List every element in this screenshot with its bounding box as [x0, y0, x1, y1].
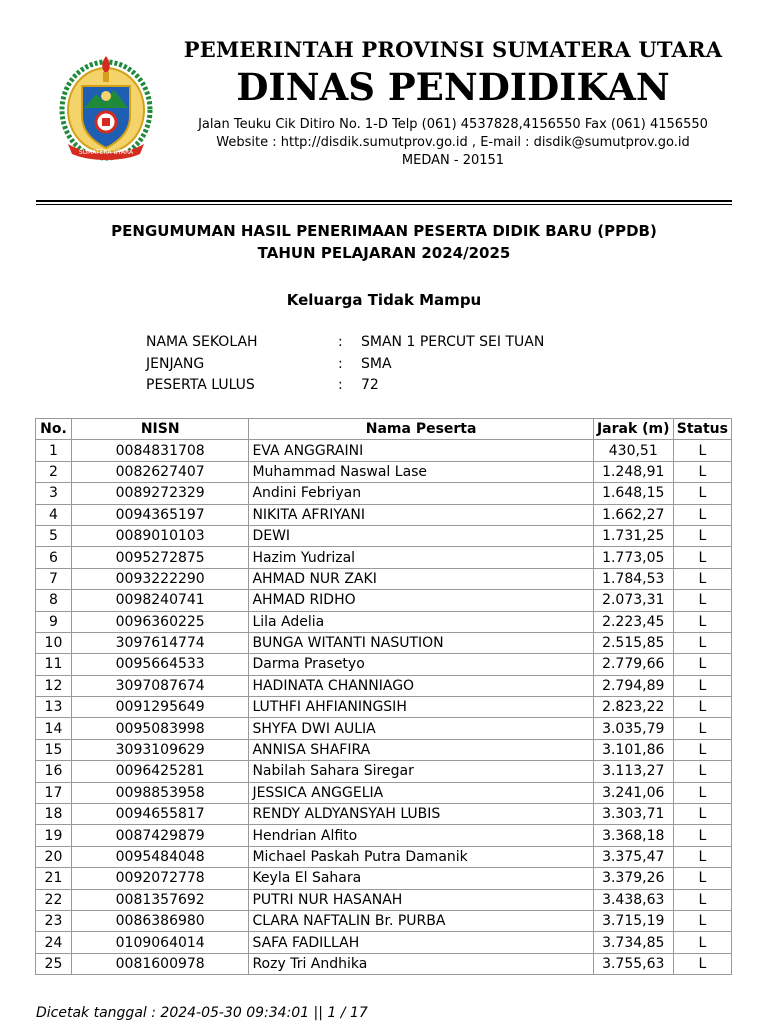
cell-status: L	[673, 483, 731, 504]
cell-nisn: 0098240741	[71, 590, 249, 611]
info-label: NAMA SEKOLAH	[146, 334, 258, 350]
table-header-row	[36, 419, 732, 440]
participants-table	[35, 418, 732, 975]
column-header-nisn: NISN	[71, 419, 249, 440]
cell-status: L	[673, 654, 731, 675]
announcement-line-2: TAHUN PELAJARAN 2024/2025	[257, 244, 511, 262]
cell-name: Andini Febriyan	[249, 483, 593, 504]
cell-name: Nabilah Sahara Siregar	[249, 761, 593, 782]
cell-distance: 2.779,66	[593, 654, 673, 675]
cell-no: 9	[36, 611, 72, 632]
cell-nisn: 0095484048	[71, 846, 249, 867]
cell-name: RENDY ALDYANSYAH LUBIS	[249, 804, 593, 825]
cell-distance: 3.734,85	[593, 932, 673, 953]
info-separator: :	[338, 377, 343, 393]
cell-status: L	[673, 846, 731, 867]
cell-no: 24	[36, 932, 72, 953]
cell-distance: 1.773,05	[593, 547, 673, 568]
cell-no: 8	[36, 590, 72, 611]
cell-distance: 1.784,53	[593, 568, 673, 589]
table-row	[36, 504, 732, 525]
cell-no: 14	[36, 718, 72, 739]
cell-name: Muhammad Naswal Lase	[249, 461, 593, 482]
cell-status: L	[673, 440, 731, 461]
cell-status: L	[673, 868, 731, 889]
cell-nisn: 3093109629	[71, 739, 249, 760]
cell-name: Darma Prasetyo	[249, 654, 593, 675]
cell-status: L	[673, 739, 731, 760]
department-name: DINAS PENDIDIKAN	[236, 65, 670, 109]
table-row	[36, 739, 732, 760]
table-row	[36, 910, 732, 931]
cell-distance: 3.755,63	[593, 953, 673, 974]
cell-nisn: 0094365197	[71, 504, 249, 525]
column-header-distance: Jarak (m)	[593, 419, 673, 440]
table-row	[36, 846, 732, 867]
cell-distance: 430,51	[593, 440, 673, 461]
cell-status: L	[673, 953, 731, 974]
cell-name: ANNISA SHAFIRA	[249, 739, 593, 760]
column-header-no: No.	[36, 419, 72, 440]
cell-distance: 3.113,27	[593, 761, 673, 782]
announcement-line-1: PENGUMUMAN HASIL PENERIMAAN PESERTA DIDIK BARU (PPDB)	[111, 222, 657, 240]
table-row	[36, 461, 732, 482]
cell-distance: 3.368,18	[593, 825, 673, 846]
cell-name: BUNGA WITANTI NASUTION	[249, 632, 593, 653]
cell-name: SAFA FADILLAH	[249, 932, 593, 953]
cell-distance: 3.241,06	[593, 782, 673, 803]
cell-distance: 3.438,63	[593, 889, 673, 910]
table-body	[36, 440, 732, 975]
cell-nisn: 0095272875	[71, 547, 249, 568]
cell-name: JESSICA ANGGELIA	[249, 782, 593, 803]
table-row	[36, 611, 732, 632]
selection-category: Keluarga Tidak Mampu	[286, 291, 482, 309]
cell-no: 19	[36, 825, 72, 846]
info-label: JENJANG	[146, 355, 205, 372]
cell-distance: 3.101,86	[593, 739, 673, 760]
info-value: 72	[361, 377, 379, 393]
cell-no: 2	[36, 461, 72, 482]
table-row	[36, 804, 732, 825]
cell-no: 15	[36, 739, 72, 760]
cell-name: EVA ANGGRAINI	[249, 440, 593, 461]
cell-nisn: 0098853958	[71, 782, 249, 803]
cell-name: Lila Adelia	[249, 611, 593, 632]
cell-no: 18	[36, 804, 72, 825]
info-separator: :	[338, 334, 343, 350]
table-row	[36, 868, 732, 889]
sumatera-utara-emblem	[58, 52, 154, 164]
cell-name: Rozy Tri Andhika	[249, 953, 593, 974]
cell-distance: 3.035,79	[593, 718, 673, 739]
info-value: SMAN 1 PERCUT SEI TUAN	[361, 334, 545, 350]
info-value: SMA	[361, 355, 392, 372]
letterhead-rule-thick	[36, 200, 732, 202]
table-row	[36, 782, 732, 803]
cell-distance: 3.379,26	[593, 868, 673, 889]
cell-status: L	[673, 782, 731, 803]
cell-no: 23	[36, 910, 72, 931]
info-row	[146, 332, 544, 354]
cell-status: L	[673, 675, 731, 696]
cell-no: 4	[36, 504, 72, 525]
cell-name: SHYFA DWI AULIA	[249, 718, 593, 739]
cell-no: 6	[36, 547, 72, 568]
table-row	[36, 632, 732, 653]
cell-no: 11	[36, 654, 72, 675]
cell-name: HADINATA CHANNIAGO	[249, 675, 593, 696]
cell-no: 13	[36, 697, 72, 718]
cell-status: L	[673, 804, 731, 825]
table-row	[36, 932, 732, 953]
table-row	[36, 440, 732, 461]
cell-no: 1	[36, 440, 72, 461]
emblem-ribbon-text: SUMATERA UTARA	[78, 149, 134, 156]
info-separator: :	[338, 355, 343, 372]
cell-no: 17	[36, 782, 72, 803]
cell-status: L	[673, 504, 731, 525]
cell-no: 12	[36, 675, 72, 696]
cell-name: CLARA NAFTALIN Br. PURBA	[249, 910, 593, 931]
cell-status: L	[673, 825, 731, 846]
school-info	[146, 332, 544, 397]
cell-status: L	[673, 718, 731, 739]
table-row	[36, 654, 732, 675]
table-row	[36, 761, 732, 782]
office-address: Jalan Teuku Cik Ditiro No. 1-D Telp (061) 4537828,4156550 Fax (061) 4156550	[198, 117, 708, 132]
cell-nisn: 3097614774	[71, 632, 249, 653]
cell-name: Keyla El Sahara	[249, 868, 593, 889]
cell-status: L	[673, 697, 731, 718]
cell-nisn: 3097087674	[71, 675, 249, 696]
cell-nisn: 0096425281	[71, 761, 249, 782]
cell-status: L	[673, 590, 731, 611]
cell-nisn: 0081357692	[71, 889, 249, 910]
cell-name: Michael Paskah Putra Damanik	[249, 846, 593, 867]
table-row	[36, 953, 732, 974]
cell-distance: 3.375,47	[593, 846, 673, 867]
cell-no: 7	[36, 568, 72, 589]
cell-nisn: 0087429879	[71, 825, 249, 846]
cell-nisn: 0095083998	[71, 718, 249, 739]
cell-distance: 3.715,19	[593, 910, 673, 931]
letterhead-rule-thin	[36, 204, 732, 205]
cell-distance: 1.662,27	[593, 504, 673, 525]
announcement-title	[36, 220, 732, 264]
cell-status: L	[673, 461, 731, 482]
cell-distance: 2.515,85	[593, 632, 673, 653]
cell-nisn: 0091295649	[71, 697, 249, 718]
cell-distance: 1.648,15	[593, 483, 673, 504]
table-row	[36, 889, 732, 910]
cell-nisn: 0093222290	[71, 568, 249, 589]
cell-status: L	[673, 932, 731, 953]
cell-nisn: 0081600978	[71, 953, 249, 974]
cell-status: L	[673, 889, 731, 910]
table-row	[36, 547, 732, 568]
cell-no: 20	[36, 846, 72, 867]
cell-status: L	[673, 761, 731, 782]
table-row	[36, 568, 732, 589]
info-row	[146, 354, 544, 376]
info-row	[146, 375, 544, 397]
cell-name: Hazim Yudrizal	[249, 547, 593, 568]
table-row	[36, 697, 732, 718]
office-city: MEDAN - 20151	[401, 153, 505, 168]
cell-distance: 2.223,45	[593, 611, 673, 632]
cell-nisn: 0089010103	[71, 525, 249, 546]
cell-name: Hendrian Alfito	[249, 825, 593, 846]
cell-status: L	[673, 910, 731, 931]
cell-status: L	[673, 525, 731, 546]
office-contact: Website : http://disdik.sumutprov.go.id , E-mail : disdik@sumutprov.go.id	[216, 135, 690, 150]
cell-nisn: 0092072778	[71, 868, 249, 889]
cell-nisn: 0095664533	[71, 654, 249, 675]
column-header-name: Nama Peserta	[249, 419, 593, 440]
cell-distance: 2.794,89	[593, 675, 673, 696]
cell-distance: 2.073,31	[593, 590, 673, 611]
cell-nisn: 0094655817	[71, 804, 249, 825]
cell-no: 16	[36, 761, 72, 782]
cell-status: L	[673, 547, 731, 568]
cell-nisn: 0089272329	[71, 483, 249, 504]
table-row	[36, 718, 732, 739]
cell-name: DEWI	[249, 525, 593, 546]
cell-name: PUTRI NUR HASANAH	[249, 889, 593, 910]
cell-no: 25	[36, 953, 72, 974]
government-name: PEMERINTAH PROVINSI SUMATERA UTARA	[183, 37, 723, 62]
cell-no: 3	[36, 483, 72, 504]
table-row	[36, 483, 732, 504]
letterhead	[170, 36, 736, 170]
column-header-status: Status	[673, 419, 731, 440]
info-label: PESERTA LULUS	[146, 377, 255, 393]
cell-name: LUTHFI AHFIANINGSIH	[249, 697, 593, 718]
cell-no: 21	[36, 868, 72, 889]
cell-distance: 1.248,91	[593, 461, 673, 482]
cell-distance: 1.731,25	[593, 525, 673, 546]
table-row	[36, 525, 732, 546]
cell-distance: 2.823,22	[593, 697, 673, 718]
cell-nisn: 0086386980	[71, 910, 249, 931]
cell-no: 10	[36, 632, 72, 653]
cell-status: L	[673, 632, 731, 653]
cell-nisn: 0082627407	[71, 461, 249, 482]
cell-name: NIKITA AFRIYANI	[249, 504, 593, 525]
cell-no: 5	[36, 525, 72, 546]
cell-nisn: 0109064014	[71, 932, 249, 953]
cell-name: AHMAD RIDHO	[249, 590, 593, 611]
cell-no: 22	[36, 889, 72, 910]
cell-nisn: 0084831708	[71, 440, 249, 461]
print-footer: Dicetak tanggal : 2024-05-30 09:34:01 || 1 / 17	[36, 1005, 368, 1021]
table-row	[36, 590, 732, 611]
table-row	[36, 675, 732, 696]
cell-status: L	[673, 611, 731, 632]
table-row	[36, 825, 732, 846]
cell-status: L	[673, 568, 731, 589]
cell-distance: 3.303,71	[593, 804, 673, 825]
cell-name: AHMAD NUR ZAKI	[249, 568, 593, 589]
cell-nisn: 0096360225	[71, 611, 249, 632]
